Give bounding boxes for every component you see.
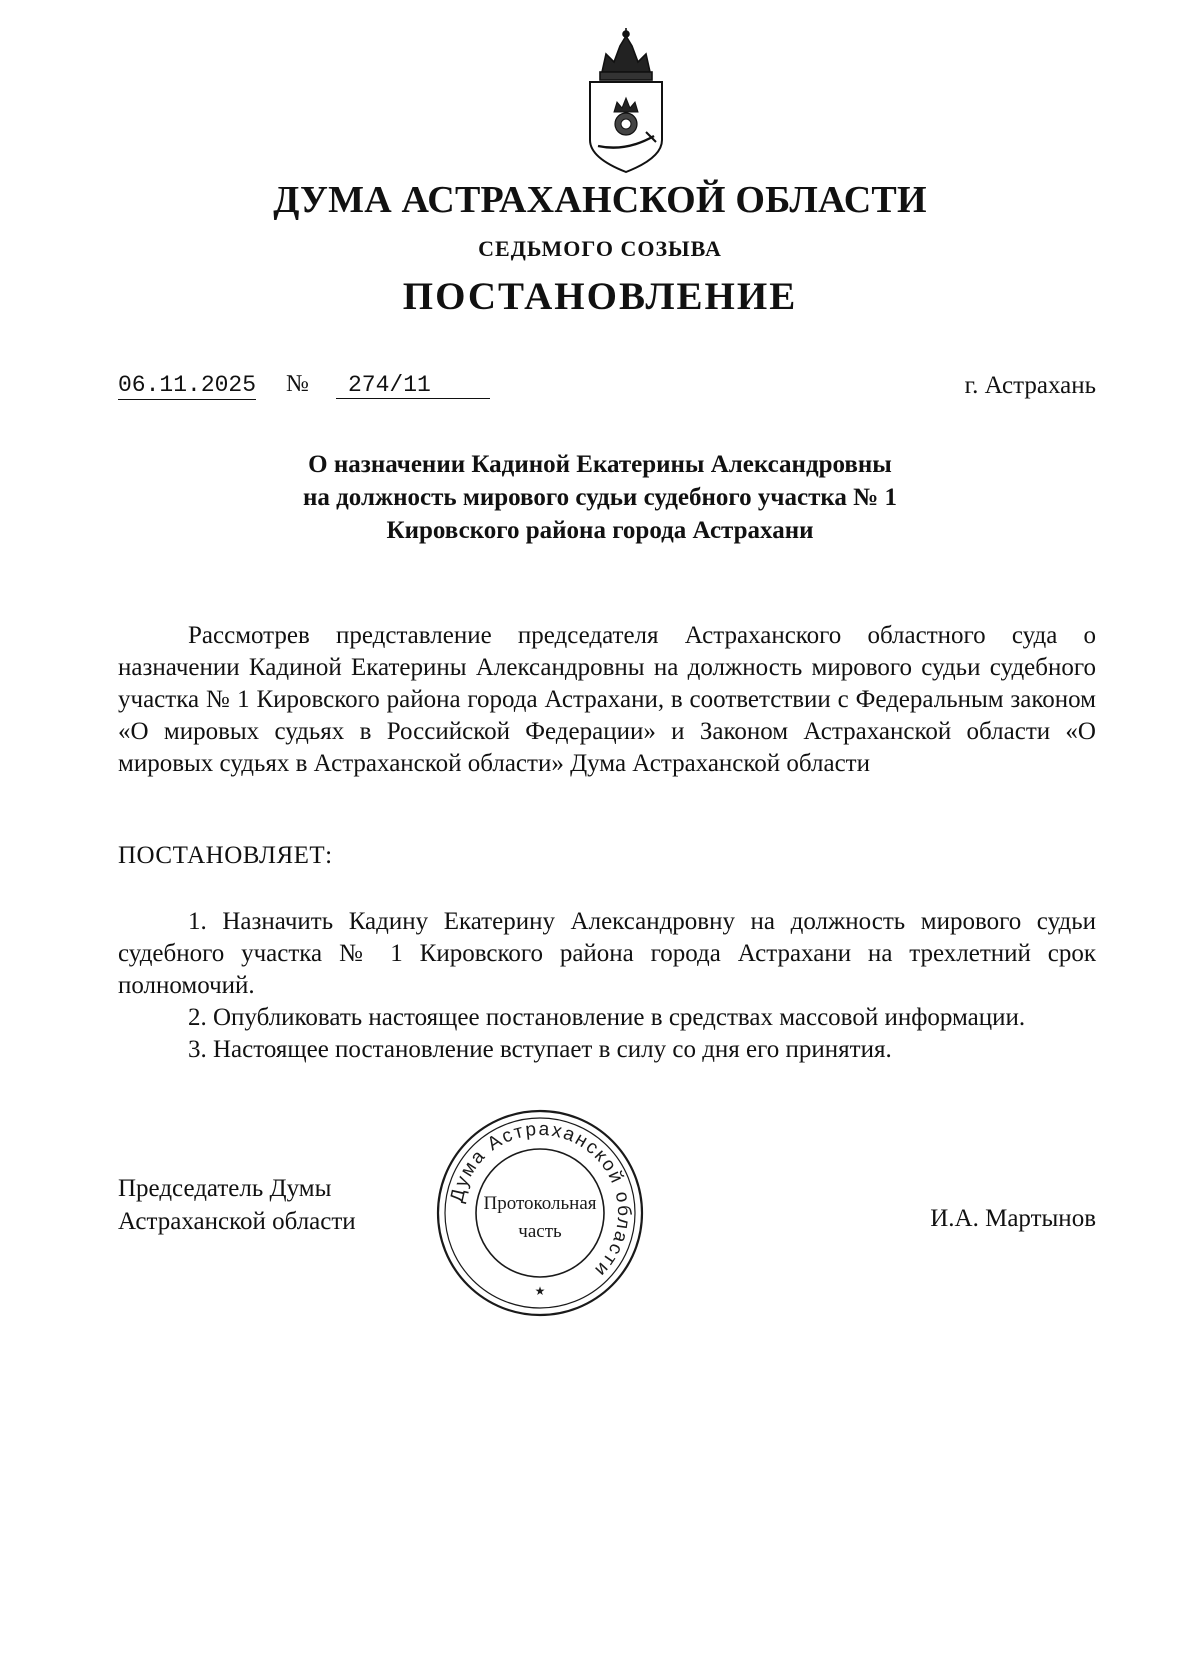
document-type: ПОСТАНОВЛЕНИЕ bbox=[402, 275, 798, 318]
preamble-paragraph: Рассмотрев представление председателя Астраханского областного суда о назначении Кадиной Екатерины Александровны на должность мирового судьи судебного участка № 1 Кировского района города Астрахани, в соответствии с Федеральным законом «О мировых судьях в Российской Федерации» и Законом Астраханской области «О мировых судьях в Астраханской области» Дума Астраханской области bbox=[118, 622, 1096, 777]
document-city: г. Астрахань bbox=[964, 372, 1096, 399]
preamble bbox=[118, 620, 1096, 780]
signer-position-line: Председатель Думы bbox=[118, 1175, 332, 1202]
signer-position-line: Астраханской области bbox=[118, 1208, 356, 1235]
document-number: 274/11 bbox=[336, 372, 490, 399]
document-heading bbox=[0, 448, 1200, 547]
stamp-ring-text: Дума Астраханской области bbox=[446, 1118, 635, 1282]
astrakhan-coat-of-arms-icon bbox=[572, 28, 680, 176]
svg-text:★: ★ bbox=[534, 1284, 546, 1298]
number-sign: № bbox=[286, 371, 309, 397]
stamp-center-line2: часть bbox=[518, 1221, 562, 1242]
document-date: 06.11.2025 bbox=[118, 372, 257, 398]
document-meta bbox=[118, 372, 1096, 404]
resolves-heading: ПОСТАНОВЛЯЕТ: bbox=[118, 842, 333, 869]
resolution-item: 3. Настоящее постановление вступает в силу со дня его принятия. bbox=[188, 1036, 892, 1063]
stamp-icon bbox=[432, 1105, 648, 1321]
stamp-center-line1: Протокольная bbox=[483, 1193, 597, 1214]
heading-line: на должность мирового судьи судебного участка № 1 bbox=[302, 484, 898, 511]
signer-position bbox=[118, 1172, 356, 1238]
org-title: ДУМА АСТРАХАНСКОЙ ОБЛАСТИ bbox=[273, 179, 927, 221]
heading-line: О назначении Кадиной Екатерины Александровны bbox=[308, 451, 892, 478]
resolution-item: 2. Опубликовать настоящее постановление в средствах массовой информации. bbox=[188, 1004, 1026, 1031]
convocation-subtitle: СЕДЬМОГО СОЗЫВА bbox=[478, 236, 722, 261]
resolution-items bbox=[118, 906, 1096, 1066]
resolution-item: 1. Назначить Кадину Екатерину Александровну на должность мирового судьи судебного участка № 1 Кировского района города Астрахани на трехлетний срок полномочий. bbox=[118, 908, 1096, 999]
signer-name: И.А. Мартынов bbox=[930, 1205, 1096, 1232]
heading-line: Кировского района города Астрахани bbox=[386, 517, 814, 544]
